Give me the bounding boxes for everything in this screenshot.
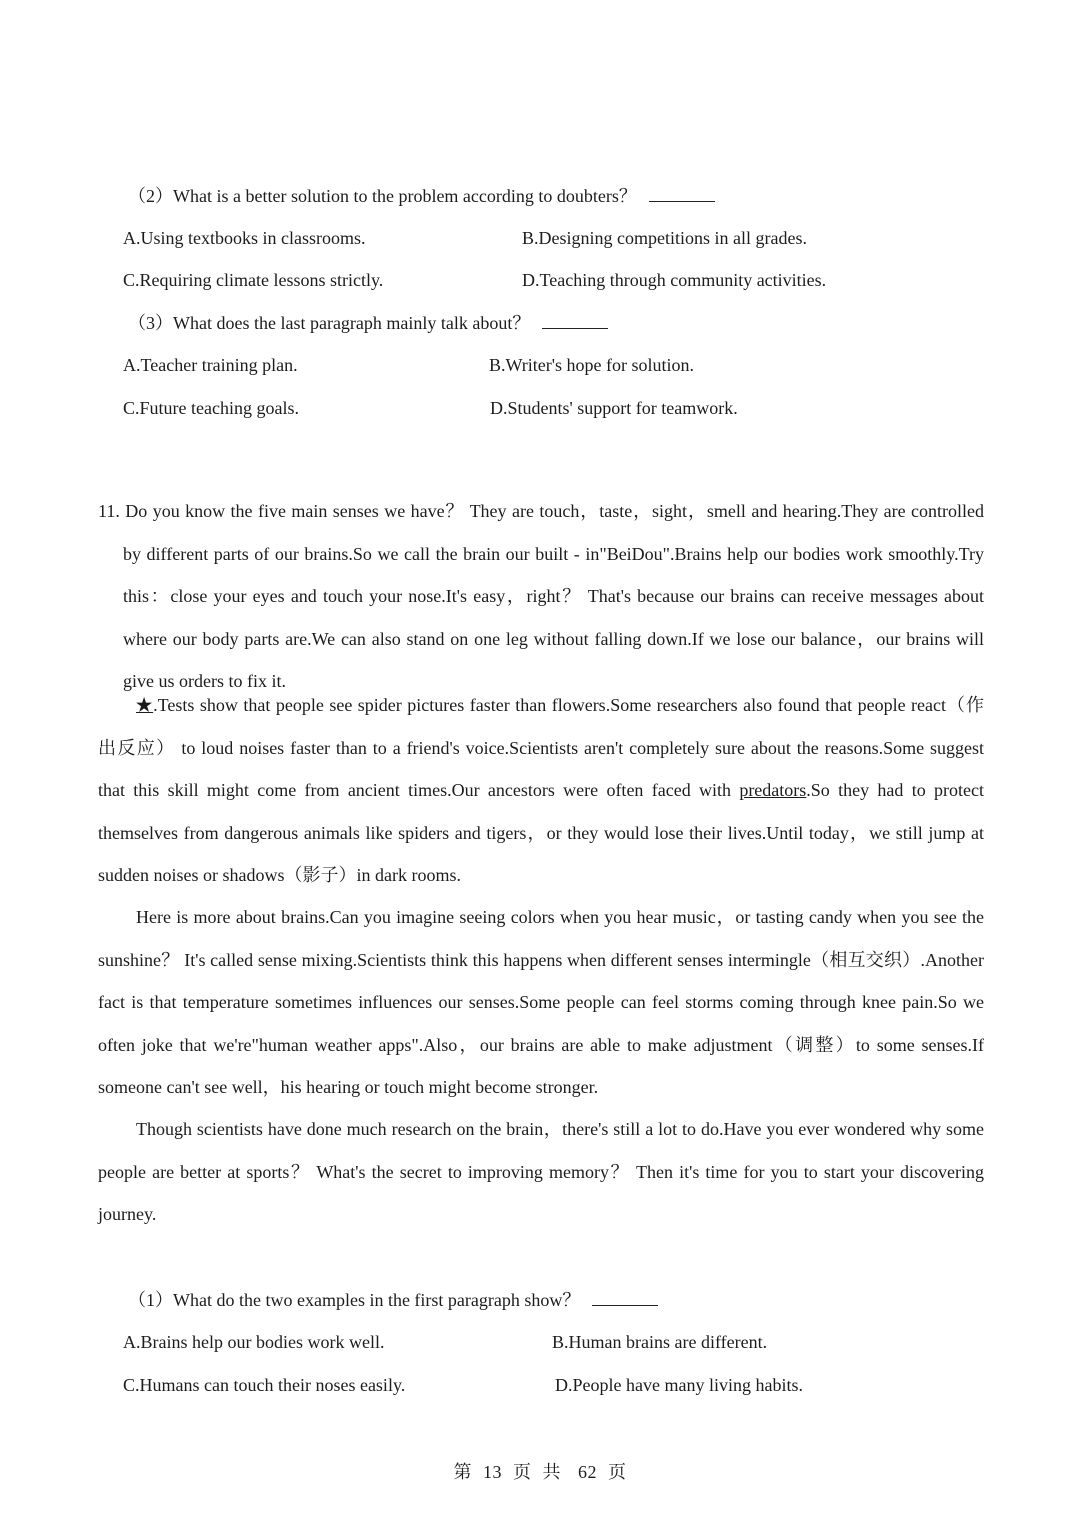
footer-gong: 共 bbox=[542, 1462, 561, 1482]
q11-para2-text-after: .So they had to protect themselves from dangerous animals like spiders and tigers，or they would lose their lives.Until today，we still jump at sudden noises or shadows（影子）in dark rooms. bbox=[98, 780, 984, 885]
q10-sub2-option-a: A.Using textbooks in classrooms. bbox=[123, 228, 366, 248]
q10-sub3-stem-line bbox=[128, 311, 608, 335]
q10-sub2-stem-line bbox=[128, 184, 715, 208]
q10-sub3-option-b: B.Writer's hope for solution. bbox=[489, 355, 694, 375]
q10-sub3-option-d: D.Students' support for teamwork. bbox=[490, 398, 738, 418]
star-icon: ★ bbox=[136, 695, 154, 715]
q11-para2-text-before: .Tests show that people see spider pictures faster than flowers.Some researchers also found that people react（作出反应） to loud noises faster than to a friend's voice.Scientists aren't completely sure about the reasons.Some suggest that this skill might come from ancient times.Our ancestors were often faced with bbox=[98, 695, 984, 800]
answer-blank bbox=[542, 312, 608, 329]
total-page-number: 62 bbox=[578, 1462, 597, 1482]
q10-sub2-option-b: B.Designing competitions in all grades. bbox=[522, 228, 807, 248]
answer-blank bbox=[592, 1289, 658, 1306]
answer-blank bbox=[649, 185, 715, 202]
q11-paragraph-3 bbox=[98, 896, 984, 1109]
q11-sub1-option-b: B.Human brains are different. bbox=[552, 1332, 768, 1352]
footer-di: 第 bbox=[453, 1462, 472, 1482]
q11-sub1-stem-line bbox=[128, 1288, 658, 1312]
q10-sub3-option-c: C.Future teaching goals. bbox=[123, 398, 299, 418]
q11-sub1-option-a: A.Brains help our bodies work well. bbox=[123, 1332, 385, 1352]
q11-sub1-option-d: D.People have many living habits. bbox=[555, 1375, 803, 1395]
q11-number: 11. bbox=[98, 501, 120, 521]
q10-sub2-option-d: D.Teaching through community activities. bbox=[522, 270, 827, 290]
q11-paragraph-2 bbox=[98, 684, 984, 897]
footer-ye: 页 bbox=[513, 1462, 532, 1482]
q10-sub3-stem: （3）What does the last paragraph mainly talk about？ bbox=[128, 313, 531, 333]
q11-para1-text: Do you know the five main senses we have？ They are touch，taste，sight，smell and hearing.They are controlled by different parts of our brains.So we call the brain our built - in"BeiDou".Brains help our bodies work smoothly.Try this：close your eyes and touch your nose.It's easy，right？ That's because our brains can receive messages about where our body parts are.We can also stand on one leg without falling down.If we lose our balance，our brains will give us orders to fix it. bbox=[123, 501, 985, 691]
q10-sub3-option-a: A.Teacher training plan. bbox=[123, 355, 298, 375]
q11-para3-text: Here is more about brains.Can you imagine seeing colors when you hear music，or tasting candy when you see the sunshine？ It's called sense mixing.Scientists think this happens when different senses intermingle（相互交织）.Another fact is that temperature sometimes influences our senses.Some people can feel storms coming through knee pain.So we often joke that we're"human weather apps".Also，our brains are able to make adjustment（调整）to some senses.If someone can't see well，his hearing or touch might become stronger. bbox=[98, 907, 984, 1097]
q11-sub1-option-c: C.Humans can touch their noses easily. bbox=[123, 1375, 406, 1395]
q11-sub1-stem: （1）What do the two examples in the first paragraph show？ bbox=[128, 1290, 581, 1310]
q11-para4-text: Though scientists have done much research on the brain，there's still a lot to do.Have you ever wondered why some people are better at sports？ What's the secret to improving memory？ Then it's time for you to start your discovering journey. bbox=[98, 1119, 984, 1224]
q10-sub2-stem: （2）What is a better solution to the problem according to doubters？ bbox=[128, 186, 637, 206]
q11-paragraph-4 bbox=[98, 1108, 984, 1236]
underlined-word-predators: predators bbox=[739, 780, 807, 800]
footer-ye-2: 页 bbox=[608, 1462, 627, 1482]
current-page-number: 13 bbox=[483, 1462, 502, 1482]
q10-sub2-option-c: C.Requiring climate lessons strictly. bbox=[123, 270, 384, 290]
page-footer bbox=[0, 1458, 1080, 1484]
